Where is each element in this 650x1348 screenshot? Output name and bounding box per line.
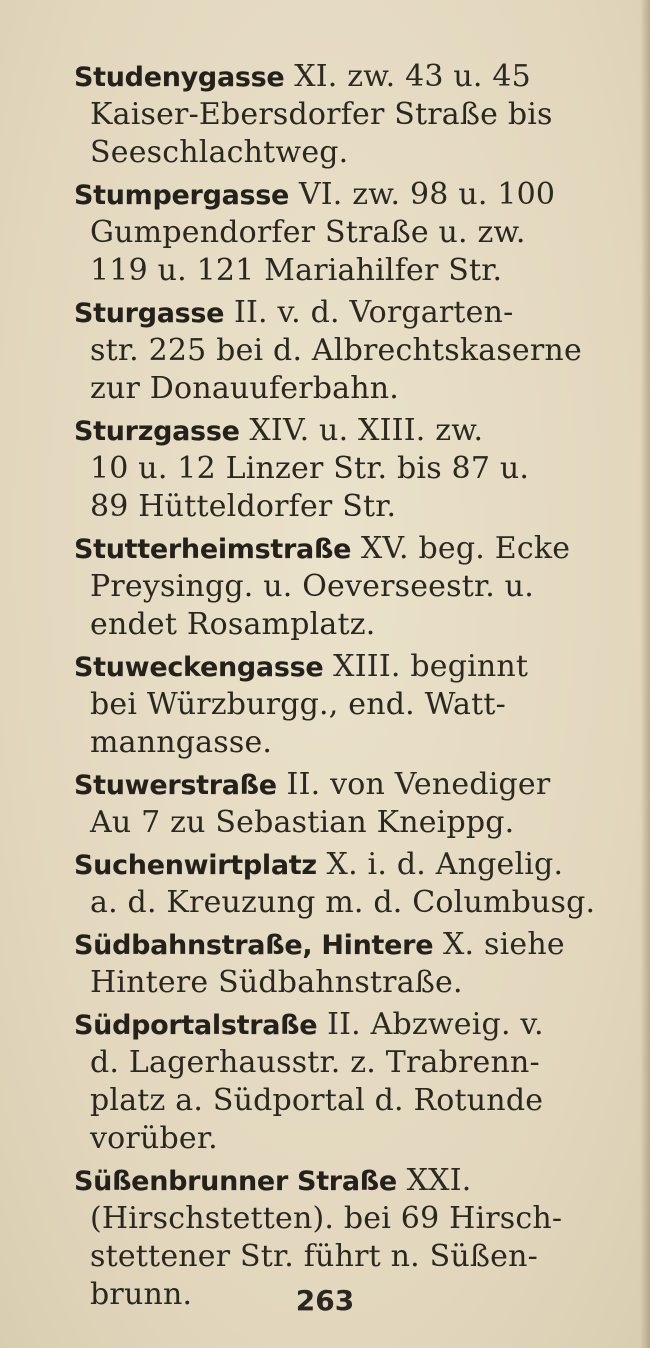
entry-first-line xyxy=(74,766,642,804)
entry-text: II. von Venediger xyxy=(286,767,551,802)
entry-text: Hintere Südbahnstraße. xyxy=(90,965,463,1000)
entry-text: 119 u. 121 Mariahilfer Str. xyxy=(90,253,503,288)
entry-text: XXI. xyxy=(406,1163,472,1198)
street-name: Stuweckengasse xyxy=(74,652,324,683)
street-name: Sturzgasse xyxy=(74,416,240,447)
entry-text: stettener Str. führt n. Süßen- xyxy=(90,1239,538,1274)
entry-text: X. siehe xyxy=(442,927,565,962)
entry-text: manngasse. xyxy=(90,725,273,760)
directory-column xyxy=(74,58,642,1318)
entry-text: XV. beg. Ecke xyxy=(360,531,571,566)
street-entry xyxy=(74,530,642,644)
street-name: Suchenwirtplatz xyxy=(74,850,317,881)
entry-text: Preysingg. u. Oeverseestr. u. xyxy=(90,569,534,604)
entry-text: d. Lagerhausstr. z. Trabrenn- xyxy=(90,1045,540,1080)
entry-text: Seeschlachtweg. xyxy=(90,135,349,170)
entry-text: 10 u. 12 Linzer Str. bis 87 u. xyxy=(90,451,530,486)
entry-text: Au 7 zu Sebastian Kneippg. xyxy=(90,805,515,840)
entry-first-line xyxy=(74,412,642,450)
entry-text: endet Rosamplatz. xyxy=(90,607,376,642)
street-entry xyxy=(74,648,642,762)
entry-text: VI. zw. 98 u. 100 xyxy=(298,177,556,212)
street-name: Süßenbrunner Straße xyxy=(74,1166,397,1197)
street-name: Stuwerstraße xyxy=(74,770,277,801)
entry-first-line xyxy=(74,1162,642,1200)
entry-first-line xyxy=(74,926,642,964)
entry-first-line xyxy=(74,294,642,332)
street-name: Südportalstraße xyxy=(74,1010,318,1041)
entry-first-line xyxy=(74,1006,642,1044)
street-entry xyxy=(74,294,642,408)
entry-text: a. d. Kreuzung m. d. Columbusg. xyxy=(90,885,596,920)
street-entry xyxy=(74,412,642,526)
entry-text: XI. zw. 43 u. 45 xyxy=(294,59,531,94)
street-entry xyxy=(74,1006,642,1158)
street-name: Sturgasse xyxy=(74,298,225,329)
entry-text: bei Würzburgg., end. Watt- xyxy=(90,687,506,722)
street-name: Stumpergasse xyxy=(74,180,290,211)
street-name: Studenygasse xyxy=(74,62,285,93)
street-entry xyxy=(74,766,642,842)
entry-text: platz a. Südportal d. Rotunde xyxy=(90,1083,544,1118)
page-number: 263 xyxy=(295,1284,355,1317)
street-name: Südbahnstraße, Hintere xyxy=(74,930,434,961)
entry-text: XIV. u. XIII. zw. xyxy=(249,413,484,448)
entry-text: X. i. d. Angelig. xyxy=(326,847,564,882)
entry-text: zur Donauuferbahn. xyxy=(90,371,400,406)
entry-text: vorüber. xyxy=(90,1121,218,1156)
entry-text: II. v. d. Vorgarten- xyxy=(233,295,514,330)
entry-first-line xyxy=(74,648,642,686)
street-name: Stutterheimstraße xyxy=(74,534,352,565)
entry-first-line xyxy=(74,176,642,214)
entry-text: II. Abzweig. v. xyxy=(327,1007,544,1042)
entry-text: XIII. beginnt xyxy=(333,649,529,684)
street-entry xyxy=(74,176,642,290)
entry-first-line xyxy=(74,530,642,568)
entry-text: 89 Hütteldorfer Str. xyxy=(90,489,397,524)
street-entry xyxy=(74,58,642,172)
entry-first-line xyxy=(74,58,642,96)
entry-text: (Hirschstetten). bei 69 Hirsch- xyxy=(90,1201,563,1236)
entry-first-line xyxy=(74,846,642,884)
entry-text: Gumpendorfer Straße u. zw. xyxy=(90,215,526,250)
entry-text: Kaiser-Ebersdorfer Straße bis xyxy=(90,97,553,132)
entry-text: str. 225 bei d. Albrechtskaserne xyxy=(90,333,582,368)
entry-text: brunn. xyxy=(90,1277,193,1312)
street-entry xyxy=(74,846,642,922)
street-entry xyxy=(74,926,642,1002)
